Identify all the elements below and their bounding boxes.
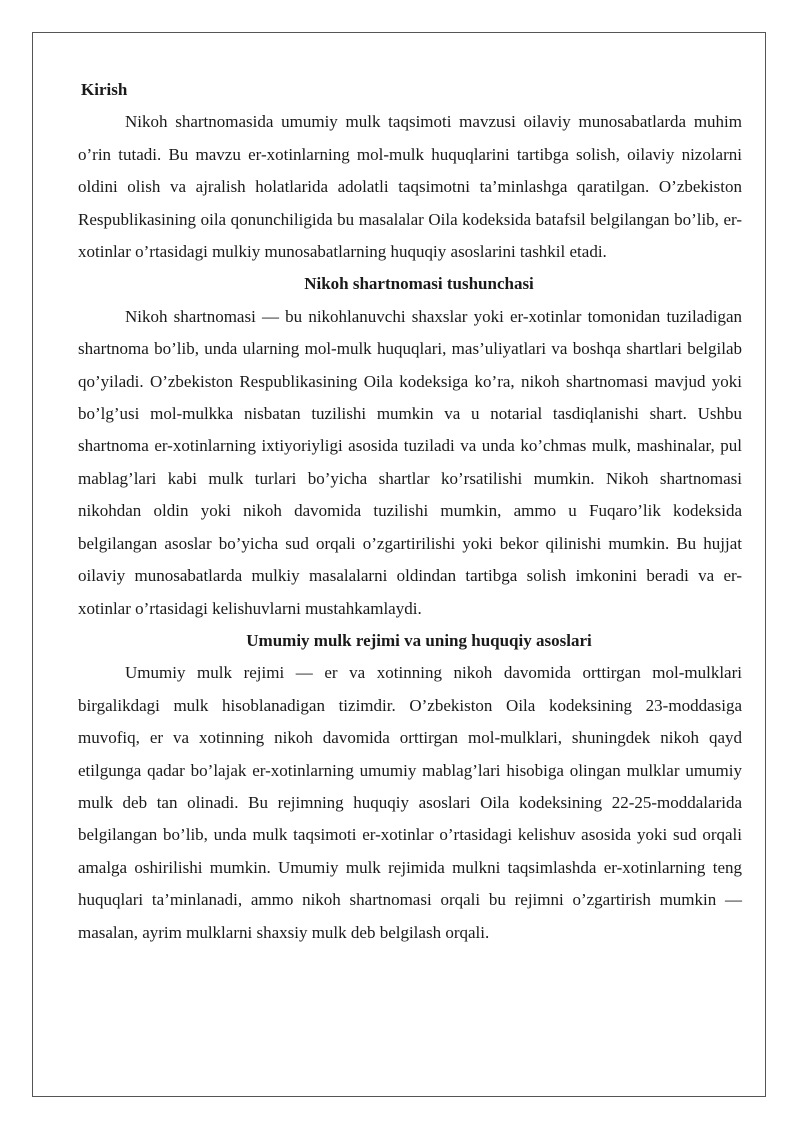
section-heading-common-property: Umumiy mulk rejimi va uning huquqiy asoslari: [246, 630, 592, 650]
marriage-contract-paragraph: Nikoh shartnomasi — bu nikohlanuvchi shaxslar yoki er-xotinlar tomonidan tuziladigan shartnoma bo’lib, unda ularning mol-mulk huquqlari, mas’uliyatlari va boshqa shartlari belgilab qo’yiladi. O’zbekiston Respublikasining Oila kodeksiga ko’ra, nikoh shartnomasi mavjud yoki bo’lg’usi mol-mulkka nisbatan tuzilishi mumkin va u notarial tasdiqlanishi shart. Ushbu shartnoma er-xotinlarning ixtiyoriyligi asosida tuziladi va unda ko’chmas mulk, mashinalar, pul mablag’lari kabi mulk turlari bo’yicha shartlar ko’rsatilishi mumkin. Nikoh shartnomasi nikohdan oldin yoki nikoh davomida tuzilishi mumkin, ammo u Fuqaro’lik kodeksida belgilangan asoslar bo’yicha sud orqali o’zgartirilishi yoki bekor qilinishi mumkin. Bu hujjat oilaviy munosabatlarda mulkiy masalalarni oldindan tartibga solish imkonini beradi va er-xotinlar o’rtasidagi kelishuvlarni mustahkamlaydi.: [78, 306, 742, 618]
section-heading-marriage-contract: Nikoh shartnomasi tushunchasi: [304, 274, 534, 294]
document-body: [78, 74, 742, 949]
intro-heading: Kirish: [81, 80, 128, 99]
intro-paragraph: Nikoh shartnomasida umumiy mulk taqsimoti mavzusi oilaviy munosabatlarda muhim o’rin tutadi. Bu mavzu er-xotinlarning mol-mulk huquqlarini tartibga solish, oilaviy nizolarni oldini olish va ajralish holatlarida adolatli taqsimotni ta’minlashga qaratilgan. O’zbekiston Respublikasining oila qonunchiligida bu masalalar Oila kodeksida batafsil belgilangan bo’lib, er-xotinlar o’rtasidagi mulkiy munosabatlarning huquqiy asoslarini tashkil etadi.: [78, 112, 742, 262]
common-property-paragraph: Umumiy mulk rejimi — er va xotinning nikoh davomida orttirgan mol-mulklari birgalikdagi mulk hisoblanadigan tizimdir. O’zbekiston Oila kodeksining 23-moddasiga muvofiq, er va xotinning nikoh davomida orttirgan mol-mulklari, shuningdek nikoh qayd etilgunga qadar bo’lajak er-xotinlarning umumiy mablag’lari hisobiga olingan mulklar umumiy mulk deb tan olinadi. Bu rejimning huquqiy asoslari Oila kodeksining 22-25-moddalarida belgilangan bo’lib, unda mulk taqsimoti er-xotinlar o’rtasidagi kelishuv asosida yoki sud orqali amalga oshirilishi mumkin. Umumiy mulk rejimida mulkni taqsimlashda er-xotinlarning teng huquqlari ta’minlanadi, ammo nikoh shartnomasi orqali bu rejimni o’zgartirish mumkin — masalan, ayrim mulklarni shaxsiy mulk deb belgilash orqali.: [78, 663, 742, 942]
